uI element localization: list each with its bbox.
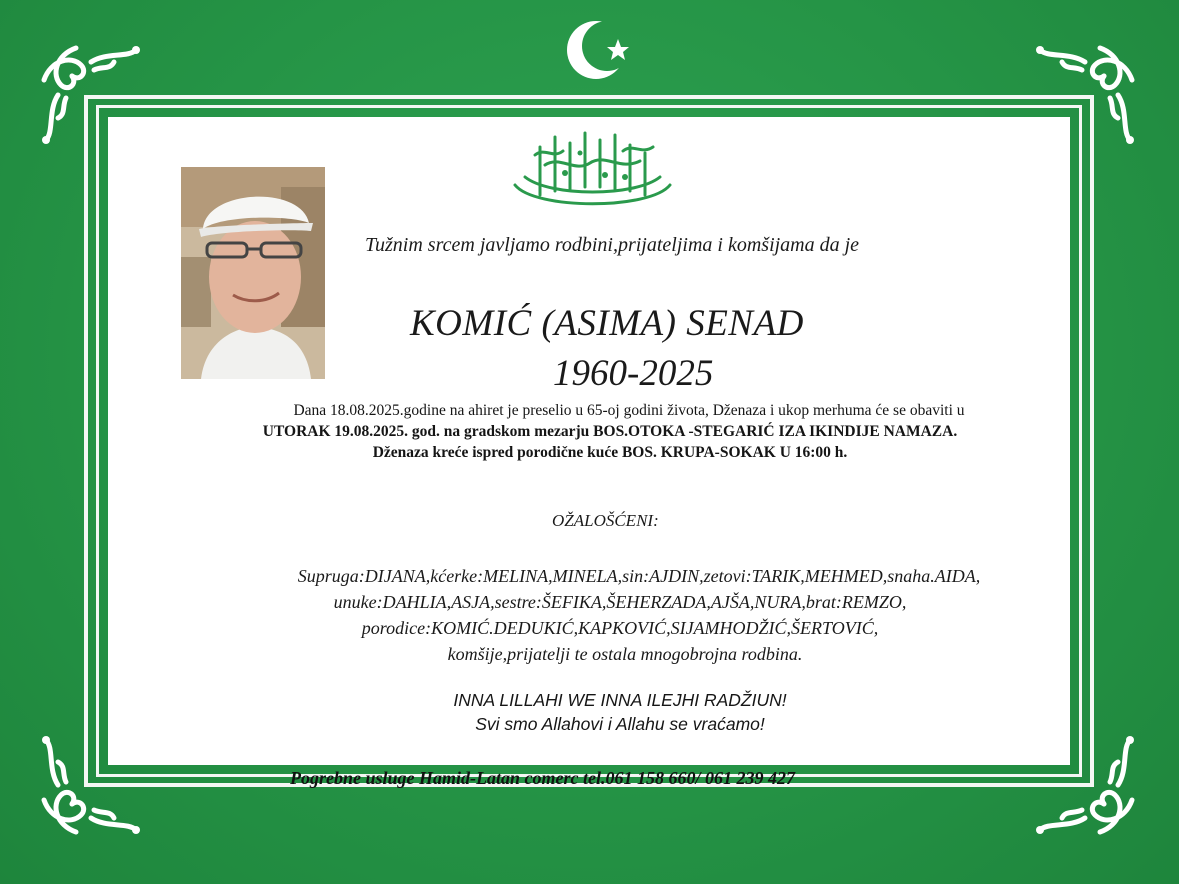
mourners-line: Supruga:DIJANA,kćerke:MELINA,MINELA,sin:AJDIN,zetovi:TARIK,MEHMED,snaha.AIDA, <box>297 566 981 586</box>
intro-text: Tužnim srcem javljamo rodbini,prijateljima i komšijama da je <box>365 234 860 256</box>
announcement-text <box>170 400 1050 463</box>
mourners-line: unuke:DAHLIA,ASJA,sestre:ŠEFIKA,ŠEHERZADA,AJŠA,NURA,brat:REMZO, <box>333 592 907 612</box>
dua-text <box>350 688 890 736</box>
dua-line: Svi smo Allahovi i Allahu se vraćamo! <box>475 714 765 734</box>
mourners-heading: OŽALOŠĆENI: <box>552 511 659 530</box>
announcement-line: Dana 18.08.2025.godine na ahiret je preselio u 65-oj godini života, Dženaza i ukop merhuma će se obaviti u <box>293 402 965 419</box>
deceased-name: KOMIĆ (ASIMA) SENAD <box>410 303 804 344</box>
mourners-list <box>190 563 1050 667</box>
announcement-line: UTORAK 19.08.2025. god. na gradskom mezarju BOS.OTOKA -STEGARIĆ IZA IKINDIJE NAMAZA. <box>262 423 958 440</box>
deceased-photo <box>181 167 325 379</box>
announcement-line: Dženaza kreće ispred porodične kuće BOS. KRUPA-SOKAK U 16:00 h. <box>372 444 848 461</box>
crescent-star-icon <box>560 10 640 90</box>
mourners-line: porodice:KOMIĆ.DEDUKIĆ,KAPKOVIĆ,SIJAMHODŽIĆ,ŠERTOVIĆ, <box>361 618 879 638</box>
mourners-line: komšije,prijatelji te ostala mnogobrojna rodbina. <box>447 644 803 664</box>
deceased-years: 1960-2025 <box>553 353 714 394</box>
dua-line: INNA LILLAHI WE INNA ILEJHI RADŽIUN! <box>453 690 787 710</box>
funeral-service-footer: Pogrebne usluge Hamid-Latan comerc tel.061 158 660/ 061 239 427 <box>290 768 795 788</box>
calligraphy-emblem <box>505 125 680 215</box>
